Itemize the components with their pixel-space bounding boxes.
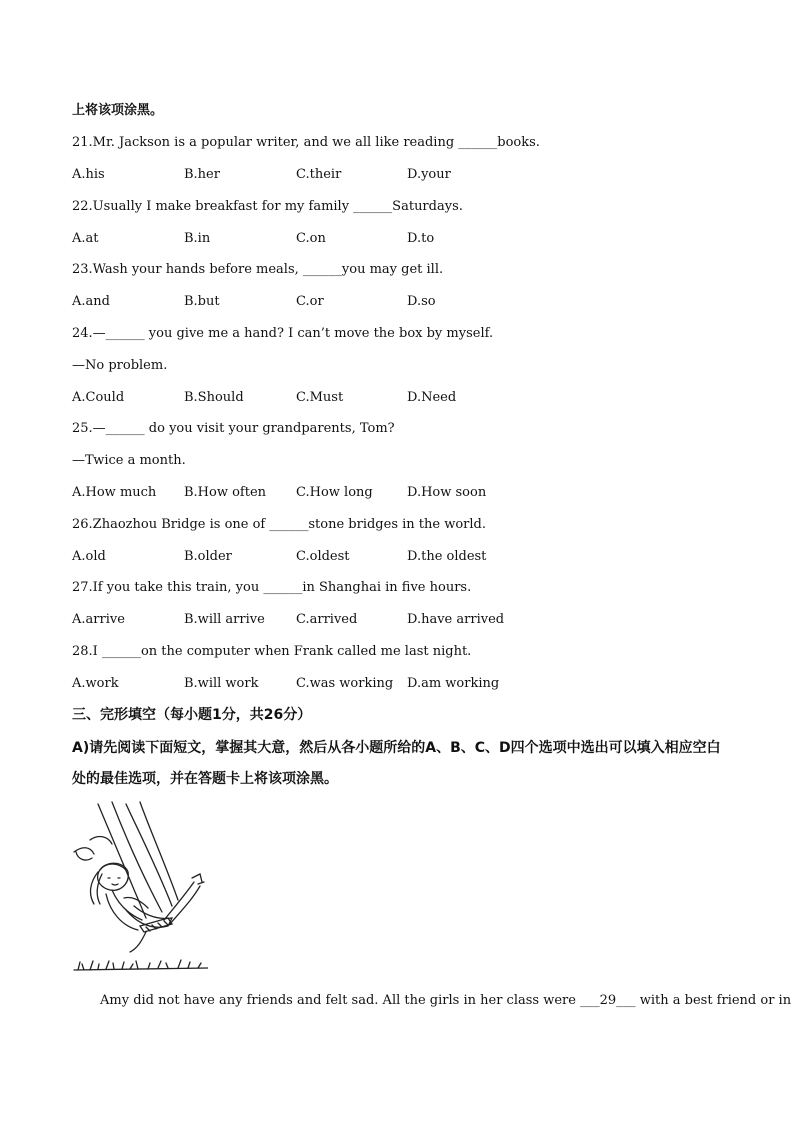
option-b: B.How often [184,485,267,500]
options-27 [72,611,632,629]
option-d: D.Need [407,390,457,405]
section-instruction-line1: A)请先阅读下面短文，掌握其大意，然后从各小题所给的A、B、C、D四个选项中选出可以填入相应空白 [72,740,721,756]
header-instruction: 上将该项涂黑。 [72,103,164,118]
option-a: A.arrive [72,612,125,627]
option-b: B.but [184,294,220,309]
option-a: A.How much [72,485,157,500]
option-b: B.Should [184,390,244,405]
question-stem-28: 28.I ______on the computer when Frank called me last night. [72,644,472,659]
options-28 [72,675,632,693]
option-c: C.their [296,167,342,182]
option-d: D.the oldest [407,549,487,564]
options-26 [72,548,632,566]
question-reply-24: —No problem. [72,358,168,373]
question-stem-23: 23.Wash your hands before meals, ______you may get ill. [72,262,444,277]
option-b: B.older [184,549,232,564]
question-stem-24: 24.—______ you give me a hand? I can’t move the box by myself. [72,326,494,341]
question-stem-25: 25.—______ do you visit your grandparents, Tom? [72,421,395,436]
question-stem-22: 22.Usually I make breakfast for my family ______Saturdays. [72,199,463,214]
question-stem-26: 26.Zhaozhou Bridge is one of ______stone bridges in the world. [72,517,486,532]
option-c: C.arrived [296,612,358,627]
options-23 [72,293,632,311]
option-c: C.oldest [296,549,350,564]
question-stem-27: 27.If you take this train, you ______in Shanghai in five hours. [72,580,472,595]
question-reply-25: —Twice a month. [72,453,186,468]
option-a: A.Could [72,390,125,405]
option-c: C.or [296,294,324,309]
option-b: B.her [184,167,220,182]
option-a: A.his [72,167,105,182]
option-b: B.will work [184,676,259,691]
option-a: A.work [72,676,119,691]
girl-on-swing-illustration [68,800,208,978]
option-d: D.so [407,294,436,309]
options-21 [72,166,632,184]
option-d: D.am working [407,676,500,691]
option-b: B.in [184,231,211,246]
option-c: C.on [296,231,326,246]
section-instruction-line2: 处的最佳选项，并在答题卡上将该项涂黑。 [72,771,338,787]
option-c: C.How long [296,485,373,500]
option-d: D.your [407,167,451,182]
option-b: B.will arrive [184,612,265,627]
option-c: C.was working [296,676,394,691]
option-a: A.and [72,294,110,309]
option-a: A.old [72,549,106,564]
options-24 [72,389,632,407]
question-stem-21: 21.Mr. Jackson is a popular writer, and we all like reading ______books. [72,135,540,150]
option-d: D.How soon [407,485,487,500]
option-d: D.have arrived [407,612,505,627]
section-title: 三、完形填空（每小题1分，共26分） [72,707,312,723]
passage-first-line: Amy did not have any friends and felt sad. All the girls in her class were ___29___ with a best friend or in [100,993,792,1008]
option-a: A.at [72,231,99,246]
options-25 [72,484,632,502]
options-22 [72,230,632,248]
option-c: C.Must [296,390,344,405]
option-d: D.to [407,231,435,246]
